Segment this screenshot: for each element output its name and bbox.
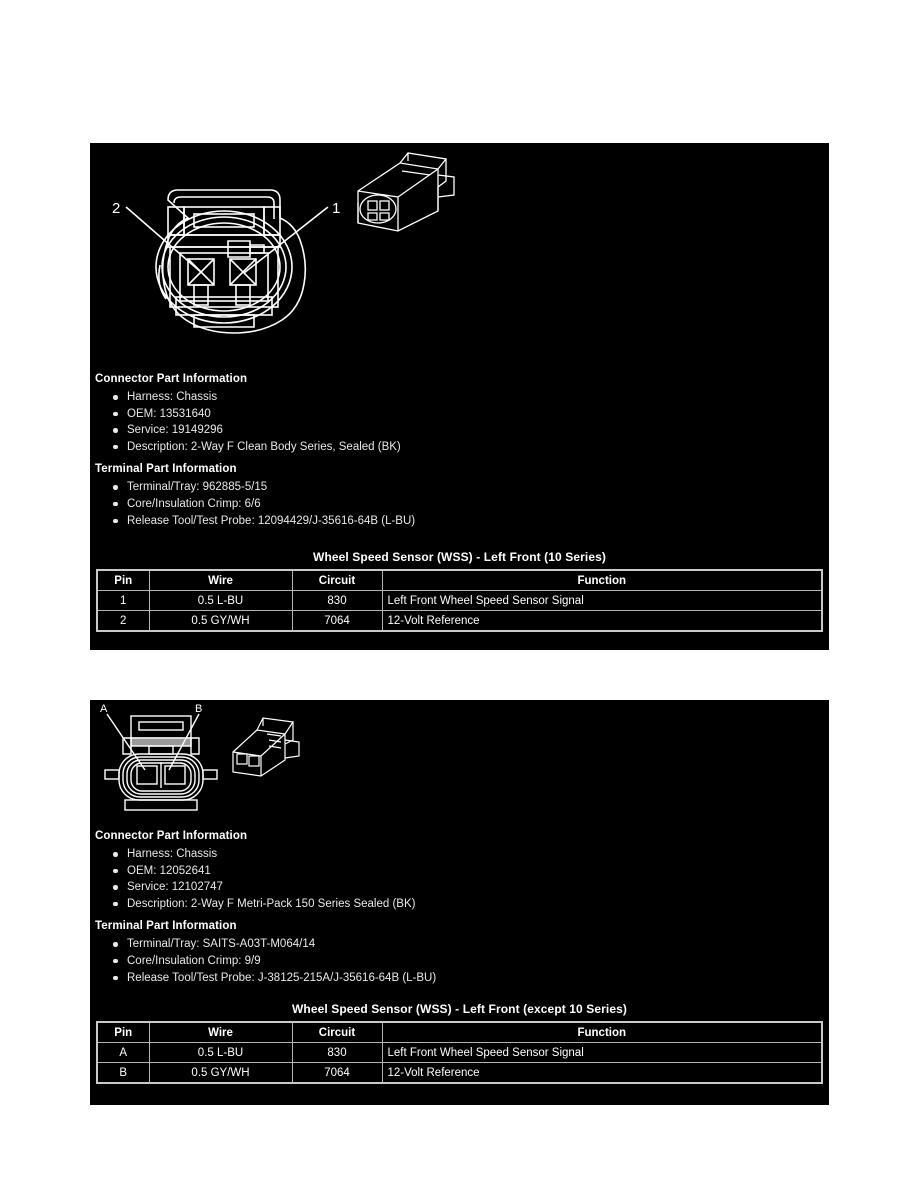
list-item: OEM: 12052641 xyxy=(113,863,829,880)
spacer xyxy=(90,529,829,546)
part-info-block-1 xyxy=(90,373,829,529)
list-item: Release Tool/Test Probe: J-38125-215A/J-35616-64B (L-BU) xyxy=(113,970,829,987)
list-item: Description: 2-Way F Metri-Pack 150 Series Sealed (BK) xyxy=(113,896,829,913)
cell-wire: 0.5 L-BU xyxy=(149,1043,292,1063)
column-header-pin: Pin xyxy=(97,1022,149,1043)
terminal-part-information-list xyxy=(95,479,829,529)
table-row xyxy=(97,611,822,632)
connector-part-information-list xyxy=(95,389,829,455)
cell-circuit: 830 xyxy=(292,591,382,611)
figure-panel-2 xyxy=(90,700,829,1105)
cell-wire: 0.5 GY/WH xyxy=(149,1063,292,1084)
connector-perspective-inset-2 xyxy=(233,718,299,776)
pin-label-left: 2 xyxy=(112,200,121,217)
cell-pin: A xyxy=(97,1043,149,1063)
cell-function: Left Front Wheel Speed Sensor Signal xyxy=(382,1043,822,1063)
table-row xyxy=(97,591,822,611)
list-item: Harness: Chassis xyxy=(113,389,829,406)
column-header-function: Function xyxy=(382,1022,822,1043)
cell-circuit: 830 xyxy=(292,1043,382,1063)
list-item: Terminal/Tray: SAITS-A03T-M064/14 xyxy=(113,936,829,953)
list-item: Core/Insulation Crimp: 6/6 xyxy=(113,496,829,513)
pin-table-1 xyxy=(96,569,823,632)
list-item: Core/Insulation Crimp: 9/9 xyxy=(113,953,829,970)
table-header-row xyxy=(97,1022,822,1043)
figure-panel-1 xyxy=(90,143,829,650)
list-item: Release Tool/Test Probe: 12094429/J-35616-64B (L-BU) xyxy=(113,513,829,530)
pin-label-right: B xyxy=(195,703,203,715)
list-item: Description: 2-Way F Clean Body Series, Sealed (BK) xyxy=(113,439,829,456)
column-header-wire: Wire xyxy=(149,1022,292,1043)
list-item: Terminal/Tray: 962885-5/15 xyxy=(113,479,829,496)
list-item: Service: 19149296 xyxy=(113,422,829,439)
pin-table-wrap-1 xyxy=(90,546,829,632)
connector-part-information-list xyxy=(95,846,829,912)
cell-circuit: 7064 xyxy=(292,611,382,632)
cell-wire: 0.5 GY/WH xyxy=(149,611,292,632)
terminal-part-information-heading: Terminal Part Information xyxy=(95,920,237,933)
pin-table-2 xyxy=(96,1021,823,1084)
cell-function: Left Front Wheel Speed Sensor Signal xyxy=(382,591,822,611)
pin-table-wrap-2 xyxy=(90,998,829,1084)
cell-pin: 2 xyxy=(97,611,149,632)
column-header-wire: Wire xyxy=(149,570,292,591)
cell-wire: 0.5 L-BU xyxy=(149,591,292,611)
list-item: Harness: Chassis xyxy=(113,846,829,863)
pin-label-right: 1 xyxy=(332,200,341,217)
connector-face-drawing-2 xyxy=(95,702,395,817)
pin-label-left: A xyxy=(100,703,108,715)
list-item: OEM: 13531640 xyxy=(113,406,829,423)
column-header-function: Function xyxy=(382,570,822,591)
list-item: Service: 12102747 xyxy=(113,879,829,896)
column-header-circuit: Circuit xyxy=(292,1022,382,1043)
table-header-row xyxy=(97,570,822,591)
cell-function: 12-Volt Reference xyxy=(382,1063,822,1084)
connector-face-drawing-1 xyxy=(110,145,530,365)
terminal-part-information-heading: Terminal Part Information xyxy=(95,463,237,476)
table-row xyxy=(97,1063,822,1084)
column-header-pin: Pin xyxy=(97,570,149,591)
connector-perspective-inset-1 xyxy=(358,153,454,231)
connector-part-information-heading: Connector Part Information xyxy=(95,373,248,385)
cell-function: 12-Volt Reference xyxy=(382,611,822,632)
connector-diagram-2 xyxy=(90,700,829,820)
part-info-block-2 xyxy=(90,830,829,986)
connector-diagram-1 xyxy=(90,143,829,368)
cell-circuit: 7064 xyxy=(292,1063,382,1084)
terminal-part-information-list xyxy=(95,936,829,986)
cell-pin: B xyxy=(97,1063,149,1084)
pin-table-title: Wheel Speed Sensor (WSS) - Left Front (10 Series) xyxy=(313,550,606,565)
connector-part-information-heading: Connector Part Information xyxy=(95,830,248,842)
cell-pin: 1 xyxy=(97,591,149,611)
spacer xyxy=(90,986,829,998)
pin-table-title: Wheel Speed Sensor (WSS) - Left Front (except 10 Series) xyxy=(291,1002,627,1017)
table-row xyxy=(97,1043,822,1063)
column-header-circuit: Circuit xyxy=(292,570,382,591)
